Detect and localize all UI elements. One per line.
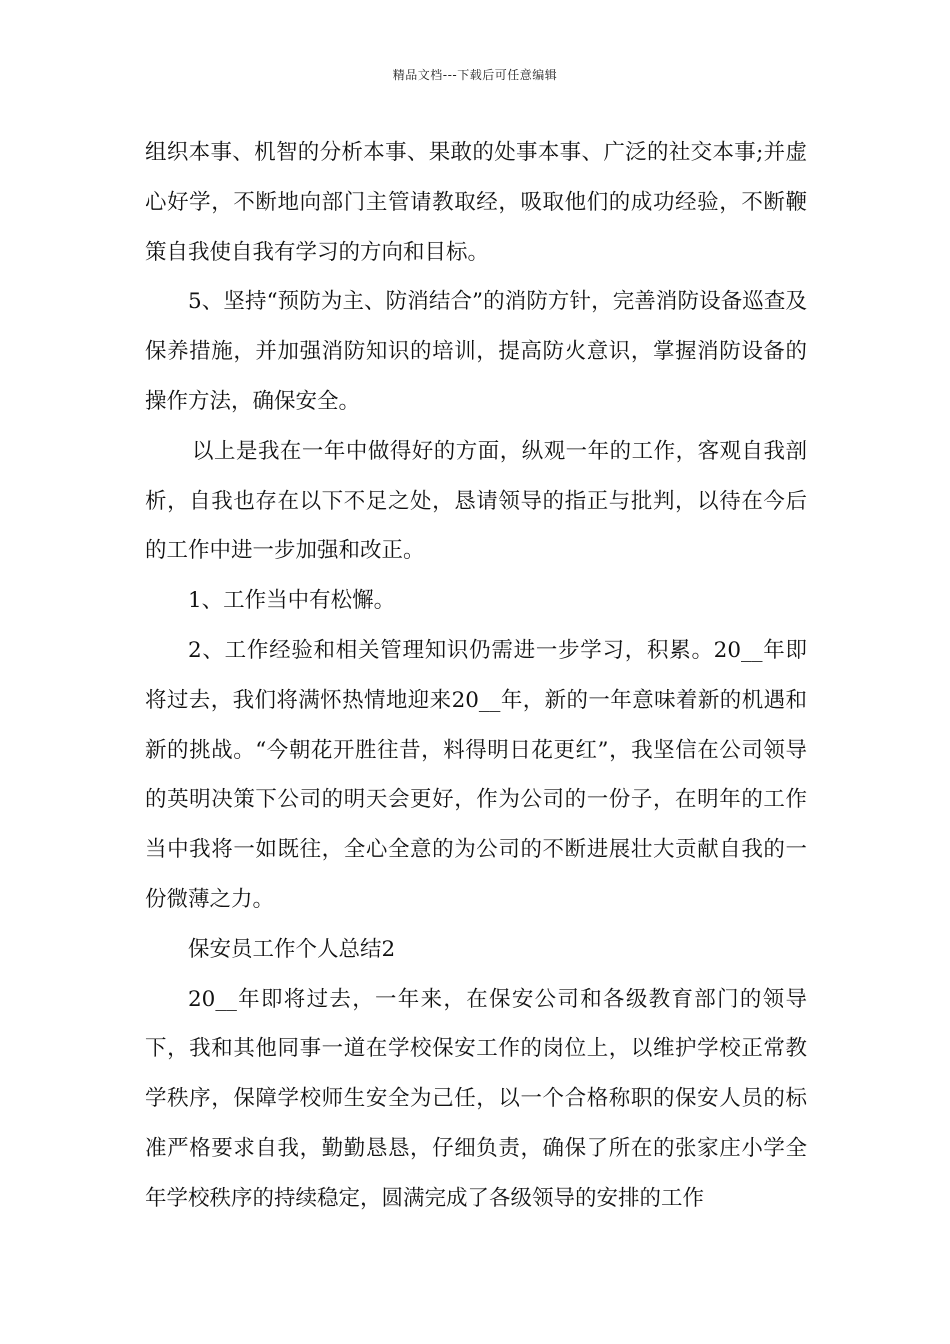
page-header: 精品文档---下载后可任意编辑: [392, 68, 558, 82]
document-body: [145, 128, 807, 1224]
section-heading: 保安员工作个人总结2: [188, 936, 396, 962]
paragraph-item-1: 1、工作当中有松懈。: [188, 588, 396, 614]
paragraph-continuation: 组织本事、机智的分析本事、果敢的处事本事、广泛的社交本事;并虚心好学，不断地向部门主管请教取经，吸取他们的成功经验，不断鞭策自我使自我有学习的方向和目标。: [145, 140, 807, 265]
paragraph-item-5: 5、坚持“预防为主、防消结合”的消防方针，完善消防设备巡查及保养措施，并加强消防知识的培训，提高防火意识，掌握消防设备的操作方法，确保安全。: [145, 289, 807, 414]
paragraph-item-2: 2、工作经验和相关管理知识仍需进一步学习，积累。20__年即将过去，我们将满怀热情地迎来20__年，新的一年意味着新的机遇和新的挑战。“今朝花开胜往昔，料得明日花更红”，我坚信在公司领导的英明决策下公司的明天会更好，作为公司的一份子，在明年的工作当中我将一如既往，全心全意的为公司的不断进展壮大贡献自我的一份微薄之力。: [145, 637, 807, 912]
paragraph-section-intro: 20__年即将过去，一年来，在保安公司和各级教育部门的领导下，我和其他同事一道在学校保安工作的岗位上，以维护学校正常教学秩序，保障学校师生安全为己任，以一个合格称职的保安人员的标准严格要求自我，勤勤恳恳，仔细负责，确保了所在的张家庄小学全年学校秩序的持续稳定，圆满完成了各级领导的安排的工作: [145, 986, 807, 1211]
paragraph-summary: 以上是我在一年中做得好的方面，纵观一年的工作，客观自我剖析，自我也存在以下不足之处，恳请领导的指正与批判，以待在今后的工作中进一步加强和改正。: [145, 438, 807, 564]
